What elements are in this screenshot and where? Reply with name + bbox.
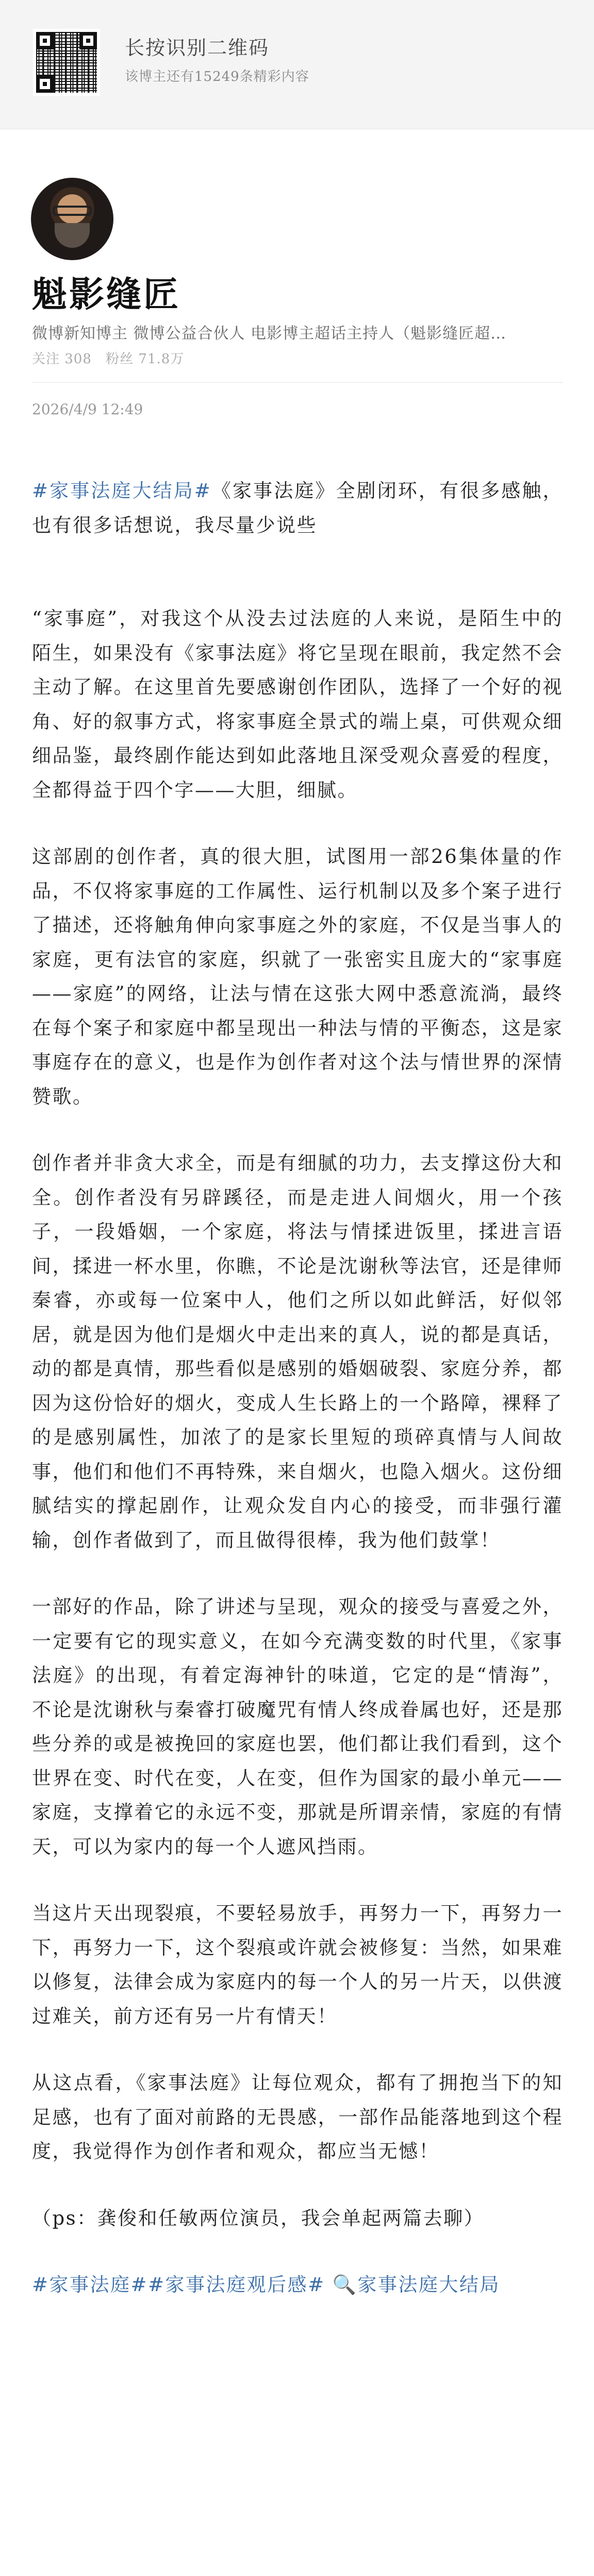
paragraph: 这部剧的创作者，真的很大胆，试图用一部26集体量的作品，不仅将家事庭的工作属性、运行机制以及多个案子进行了描述，还将触角伸向家事庭之外的家庭，不仅是当事人的家庭，更有法官的家庭，织就了一张密实且庞大的“家事庭——家庭”的网络，让法与情在这张大网中悉意流淌，最终在每个案子和家庭中都呈现出一种法与情的平衡态，这是家事庭存在的意义，也是作为创作者对这个法与情世界的深情赞歌。 [32, 845, 563, 1108]
author-stats [32, 348, 193, 367]
author-name[interactable]: 魁影缝匠 [32, 274, 181, 315]
paragraph: “家事庭”，对我这个从没去过法庭的人来说，是陌生中的陌生，如果没有《家事法庭》将它呈现在眼前，我定然不会主动了解。在这里首先要感谢创作团队，选择了一个好的视角、好的叙事方式，将家事庭全景式的端上桌，可供观众细细品鉴，最终剧作能达到如此落地且深受观众喜爱的程度，全都得益于四个字——大胆，细腻。 [32, 607, 563, 801]
post-intro: #家事法庭大结局#《家事法庭》全剧闭环，有很多感触，也有很多话想说，我尽量少说些 [32, 480, 564, 536]
topic-link[interactable]: #家事法庭大结局# [32, 480, 212, 502]
hashtag-links[interactable]: #家事法庭##家事法庭观后感# 🔍家事法庭大结局 [32, 2274, 500, 2296]
post-body [32, 474, 563, 2335]
divider [32, 382, 563, 383]
author-description: 微博新知博主 微博公益合伙人 电影博主超话主持人（魁影缝匠超… [32, 325, 507, 343]
paragraph: 从这点看，《家事法庭》让每位观众，都有了拥抱当下的知足感，也有了面对前路的无畏感，一部作品能落地到这个程度，我觉得作为创作者和观众，都应当无憾！ [32, 2072, 563, 2162]
fans-count: 粉丝 71.8万 [106, 351, 185, 367]
paragraph: 一部好的作品，除了讲述与呈现，观众的接受与喜爱之外，一定要有它的现实意义，在如今充满变数的时代里，《家事法庭》的出现，有着定海神针的味道，它定的是“情海”，不论是沈谢秋与秦睿打破魔咒有情人终成眷属也好，还是那些分养的或是被挽回的家庭也罢，他们都让我们看到，这个世界在变、时代在变，人在变，但作为国家的最小单元——家庭，支撑着它的永远不变，那就是所谓亲情，家庭的有情天，可以为家内的每一个人遮风挡雨。 [32, 1596, 563, 1858]
follow-count: 关注 308 [32, 351, 92, 367]
paragraph: 创作者并非贪大求全，而是有细腻的功力，去支撑这份大和全。创作者没有另辟蹊径，而是走进人间烟火，用一个孩子，一段婚姻，一个家庭，将法与情揉进饭里，揉进言语间，揉进一杯水里，你瞧，不论是沈谢秋等法官，还是律师秦睿，亦或每一位案中人，他们之所以如此鲜活，好似邻居，就是因为他们是烟火中走出来的真人，说的都是真话，动的都是真情，那些看似是感别的婚姻破裂、家庭分养，都因为这份恰好的烟火，变成人生长路上的一个路障，裸释了的是感别属性，加浓了的是家长里短的琐碎真情与人间故事，他们和他们不再特殊，来自烟火，也隐入烟火。这份细腻结实的撑起剧作，让观众发自内心的接受，而非强行灌输，创作者做到了，而且做得很棒，我为他们鼓掌！ [32, 1152, 563, 1551]
qr-banner [0, 0, 594, 129]
paragraph: （ps：龚俊和任敏两位演员，我会单起两篇去聊） [32, 2207, 485, 2229]
banner-subtitle: 该博主还有15249条精彩内容 [125, 69, 309, 84]
author-avatar[interactable] [31, 178, 113, 260]
paragraph: 当这片天出现裂痕，不要轻易放手，再努力一下，再努力一下，再努力一下，这个裂痕或许就会被修复：当然，如果难以修复，法律会成为家庭内的每一个人的另一片天，以供渡过难关，前方还有另一片有情天！ [32, 1902, 563, 2027]
post-date: 2026/4/9 12:49 [32, 401, 143, 418]
banner-title: 长按识别二维码 [125, 37, 270, 59]
qr-code [33, 29, 100, 96]
